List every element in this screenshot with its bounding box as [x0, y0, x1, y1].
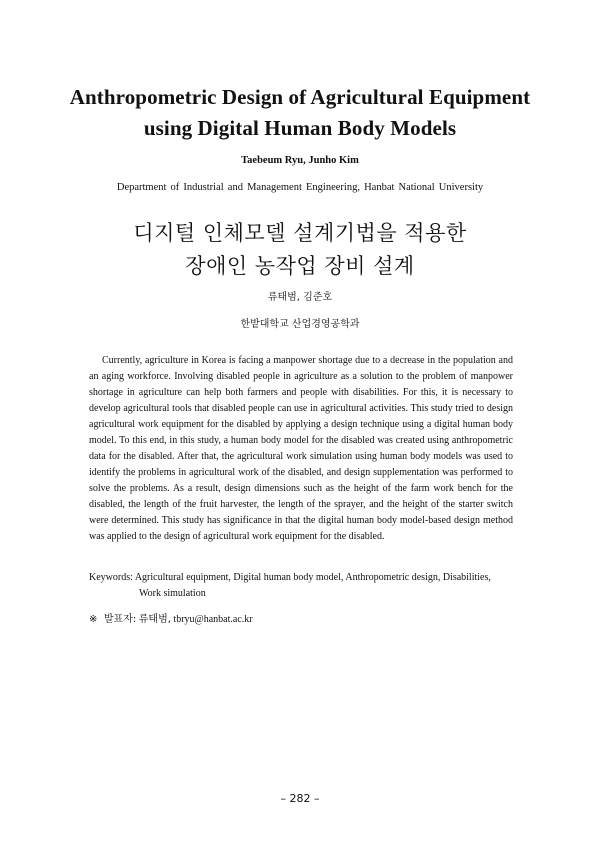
- affiliation-korean: 한밭대학교 산업경영공학과: [240, 319, 360, 330]
- authors-korean: 류태범, 김준호: [267, 292, 333, 303]
- keywords: [89, 570, 519, 602]
- presenter-label: 발표자:: [103, 614, 137, 625]
- paper-title-korean: [40, 217, 560, 283]
- presenter-name: 류태범,: [138, 614, 171, 625]
- keywords-line-2: Work simulation: [139, 588, 206, 599]
- title-ko-line-1: 디지털 인체모델 설계기법을 적용한: [133, 221, 467, 245]
- title-en-line-1: Anthropometric Design of Agricultural Equipment: [69, 85, 531, 109]
- paper-title-english: [40, 82, 560, 144]
- title-ko-line-2: 장애인 농작업 장비 설계: [185, 254, 415, 278]
- authors-english: Taebeum Ryu, Junho Kim: [241, 155, 359, 166]
- title-en-line-2: using Digital Human Body Models: [143, 116, 457, 140]
- page-number: – 282 –: [280, 792, 320, 805]
- keywords-line-1: Keywords: Agricultural equipment, Digital human body model, Anthropometric design, Disabilities,: [89, 572, 491, 583]
- presenter-email: tbryu@hanbat.ac.kr: [173, 614, 253, 625]
- reference-mark-icon: ※: [89, 614, 98, 625]
- affiliation-english: Department of Industrial and Management Engineering, Hanbat National University: [116, 182, 484, 193]
- presenter-note: [89, 613, 519, 627]
- abstract: Currently, agriculture in Korea is facing a manpower shortage due to a decrease in the population and an aging workforce. Involving disabled people in agriculture as a solution to the problem of manpower shortage in agriculture can help both farmers and people with disabilities. For this, it is necessary to develop agricultural tools that disabled people can use in agricultural activities. This study tried to design agricultural work equipment for the disabled by applying a design technique using a digital human body model. To this end, in this study, a human body model for the disabled was created using anthropometric data for the disabled. After that, the agricultural work simulation using human body models was used to identify the problems in agricultural work of the disabled, and design supplementation was performed to solve the problems. As a result, design dimensions such as the height of the farm work bench for the disabled, the length of the fruit harvester, the length of the sprayer, and the height of the starter switch were determined. This study has significance in that the digital human body model-based design method was applied to the design of agricultural work equipment for the disabled.: [89, 355, 513, 542]
